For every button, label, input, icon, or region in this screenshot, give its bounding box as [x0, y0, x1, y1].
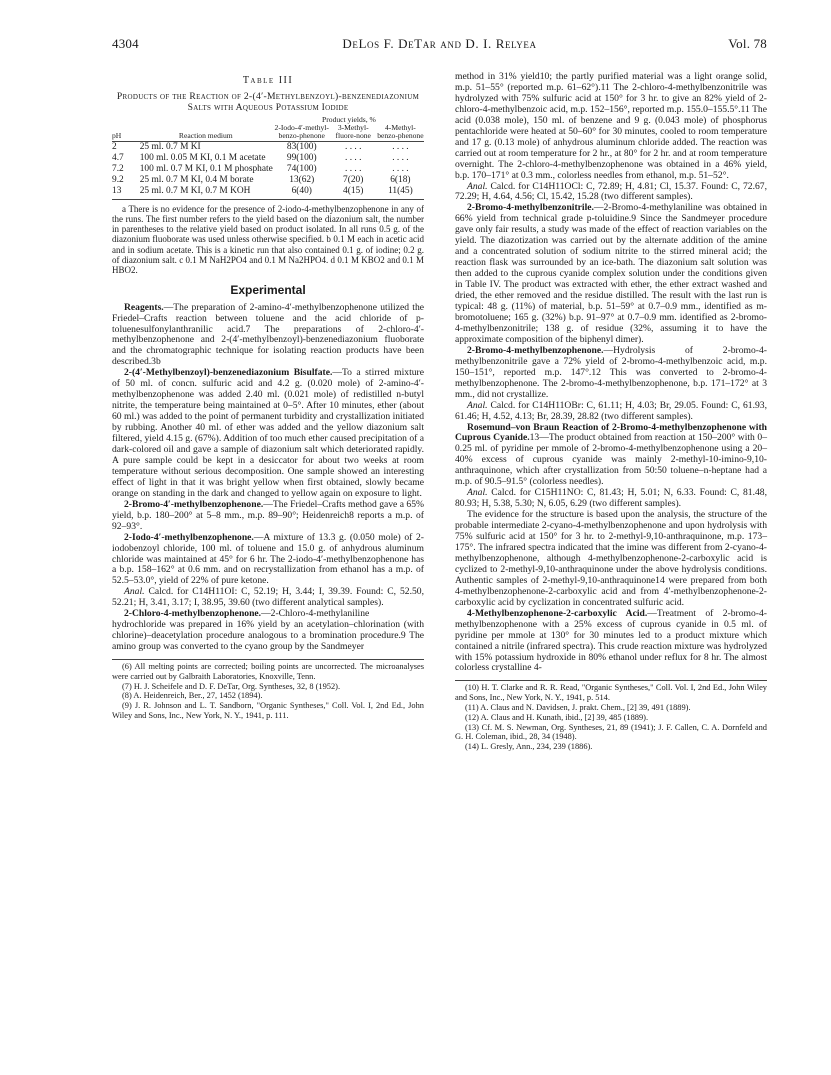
- table-row: [112, 141, 424, 153]
- paragraph-text: —The preparation of 2-amino-4′-methylbenzophenone utilized the Friedel–Crafts reaction between toluene and the acid chloride of p-toluenesulfonylanthranilic acid.7 The preparations of 2-chloro-4′-methylbenzophenone and 2-(4′-methylbenzoyl)-benzenediazonium fluoborate and the chromatographic technique for isolating reaction products have been described.3b: [112, 301, 424, 368]
- paragraph-text: —The Friedel–Crafts method gave a 65% yield, b.p. 180–200° at 5–8 mm., m.p. 89–90°; Heidenreich8 reports a m.p. of 92–93°.: [112, 498, 424, 532]
- medium-cell: 25 ml. 0.7 M KI, 0.4 M borate: [139, 174, 254, 185]
- body-paragraph: [112, 368, 424, 499]
- table-row: [112, 164, 424, 175]
- iodo-yield-cell: 6(40): [274, 186, 330, 200]
- running-authors: DeLos F. DeTar and D. I. Relyea: [342, 36, 537, 51]
- body-paragraph: [455, 346, 767, 401]
- ph-cell: 7.2: [112, 163, 124, 174]
- iodo-yield-cell: 13(62): [289, 174, 315, 185]
- body-paragraph: [455, 182, 767, 204]
- paragraph-heading: Rosemund–von Braun Reaction of 2-Bromo-4-methylbenzophenone with Cuprous Cyanide.: [455, 421, 767, 444]
- paragraph-text: method in 31% yield10; the partly purified material was a light orange solid, m.p. 51–55° (reported m.p. 61–62°).11 The 2-chloro-4-methylbenzonitrile was hydrolyzed with 75% sulfuric acid at 150° for 3 hr. to give an 82% yield of 2-chloro-4-methylbenzoic acid, m.p. 152–156°, reported m.p. 155.0–155.5°.11 The acid (0.038 mole), 150 ml. of benzene and 9 g. (0.043 mole) of phosphorus pentachloride were heated at 50–60° for 30 minutes, cooled to room temperature and 17 g. (0.13 mole) of anhydrous aluminum chloride added. The reaction was carried out at room temperature for 2 hr., at 80° for 2 hr. and at room temperature overnight. The 2-chloro-4-methylbenzophenone was obtained in a 46% yield, b.p. 170–171° at 0.3 mm., colorless needles from ethanol, m.p. 51–52°.: [455, 71, 767, 181]
- paragraph-heading: Reagents.: [124, 301, 164, 313]
- medium-cell: 25 ml. 0.7 M KI: [139, 141, 201, 152]
- fluorenone-header: 3-Methyl-fluore-none: [330, 124, 377, 141]
- paragraph-text: Calcd. for C14H11OBr: C, 61.11; H, 4.03; Br, 29.05. Found: C, 61.93, 61.46; H, 4.52, 4.13; Br, 28.39, 28.82 (two different samples).: [455, 399, 767, 422]
- paragraph-heading: 2-(4′-Methylbenzoyl)-benzenediazonium Bisulfate.: [124, 367, 333, 379]
- body-paragraph: [112, 500, 424, 533]
- body-paragraph: [455, 488, 767, 510]
- fluorenone-yield-cell: 4(15): [330, 186, 377, 200]
- paragraph-text: Calcd. for C15H11NO: C, 81.43; H, 5.01; N, 6.33. Found: C, 81.48, 80.93; H, 5.38, 5.30; N, 6.05, 6.29 (two different samples).: [455, 487, 767, 510]
- paragraph-heading: Anal.: [467, 487, 488, 499]
- table-row: [112, 175, 424, 186]
- page-number: 4304: [112, 36, 139, 51]
- medium-header: Reaction medium: [138, 124, 274, 141]
- paragraph-heading: 4-Methylbenzophenone-2-carboxylic Acid.: [467, 607, 648, 619]
- benzophenone-header: 4-Methyl-benzo-phenone: [377, 123, 424, 141]
- body-paragraph: [455, 203, 767, 345]
- ph-cell: 2: [112, 141, 117, 152]
- benzophenone-yield-cell: 11(45): [377, 186, 424, 200]
- medium-cell: 100 ml. 0.05 M KI, 0.1 M acetate: [139, 152, 266, 163]
- iodo-header: 2-Iodo-4′-methyl-benzo-phenone: [274, 123, 329, 141]
- footnote-reference: (9) J. R. Johnson and L. T. Sandborn, "Organic Syntheses," Coll. Vol. I, 2nd Ed., John Wiley and Sons, Inc., New York, N. Y., 1941, p. 111.: [112, 701, 424, 721]
- product-yields-header: Product yields, %: [322, 114, 376, 124]
- benzophenone-yield-cell: 6(18): [390, 174, 411, 185]
- paragraph-heading: 2-Bromo-4′-methylbenzophenone.: [124, 498, 264, 510]
- paragraph-heading: Anal.: [467, 180, 488, 192]
- table-footnote-text: a There is no evidence for the presence of 2-iodo-4-methylbenzophenone in any of the runs. The first number refers to the yield based on the diazonium salt, the number in parentheses to the relative yield based on product isolated. In all runs 0.5 g. of the diazonium fluoborate was used unless otherwise specified. b 0.1 M each in acetic acid and in sodium acetate. This is a kinetic run that also contained 0.1 g. of iodine; 0.2 g. of diazonium salt. c 0.1 M NaH2PO4 and 0.1 M Na2HPO4. d 0.1 M KBO2 and 0.1 M HBO2.: [112, 203, 424, 276]
- table-row: [112, 153, 424, 164]
- body-paragraph: [455, 401, 767, 423]
- table-title: Table III: [242, 75, 294, 86]
- benzophenone-yield-cell: . . . .: [392, 163, 409, 174]
- footnote-reference: (12) A. Claus and H. Kunath, ibid., [2] 39, 485 (1889).: [465, 712, 649, 722]
- paragraph-text: —2-Bromo-4-methylaniline was obtained in 66% yield from technical grade p-toluidine.9 Since the Sandmeyer procedure gave only fair results, a study was made of the effect of reaction variables on the yield. The diazotization was carried out by the alternate addition of the amine and a concentrated solution of sodium nitrite to the stirred mineral acid; the reaction flask was surrounded by an ice-bath. The diazonium salt solution was then added to the cuprous cyanide complex solution under the conditions given in Table IV. The product was extracted with ether, the ether extract washed and dried, the ether removed and the residue distilled. The result with the last run is typical: 48 g. (11%) of material, b.p. 51–59° at 0.7–0.9 mm., identified as m-bromotoluene; 165 g. (32%) b.p. 91–97° at 0.7–0.9 mm. identified as 2-bromo-4-methylbenzonitrile; 138 g. of residue (32%, assuming it to have the approximate composition of the biphenyl dimer).: [455, 202, 767, 345]
- footnote-reference: (13) Cf. M. S. Newman, Org. Syntheses, 21, 89 (1941); J. F. Callen, C. A. Dornfeld and G. H. Coleman, ibid., 28, 34 (1948).: [455, 722, 767, 742]
- medium-cell: 100 ml. 0.7 M KI, 0.1 M phosphate: [139, 163, 273, 174]
- section-title: Experimental: [230, 282, 306, 297]
- body-paragraph: [455, 609, 767, 675]
- iodo-yield-cell: 74(100): [286, 163, 317, 174]
- paragraph-text: —Treatment of 2-bromo-4-methylbenzophenone with a 25% excess of cuprous cyanide in 0.5 ml. of pyridine per mmole at 130° for 30 minutes led to a product mixture which contained a nitrile (infrared spectra). This crude reaction mixture was hydrolyzed with 15% potassium hydroxide in 80% ethanol under reflux for 8 hr. The almost colorless crystalline 4-: [455, 607, 767, 674]
- right-footnotes: [455, 680, 767, 752]
- paragraph-heading: 2-Chloro-4-methylbenzophenone.: [124, 608, 262, 620]
- left-body-text: [112, 303, 424, 654]
- right-body-text: [455, 72, 767, 674]
- paragraph-text: —2-Chloro-4-methylaniline hydrochloride was prepared in 16% yield by an acetylation–chlorination (with chlorine)–deacetylation procedure analogous to a bromination procedure.9 The amino group was converted to the cyano group by the Sandmeyer: [112, 608, 424, 653]
- benzophenone-yield-cell: . . . .: [392, 141, 409, 152]
- body-paragraph: [112, 303, 424, 369]
- paragraph-heading: 2-Bromo-4-methylbenzophenone.: [467, 344, 604, 356]
- ph-cell: 4.7: [112, 152, 124, 163]
- ph-cell: 9.2: [112, 174, 124, 185]
- paragraph-heading: 2-Iodo-4′-methylbenzophenone.: [124, 531, 254, 543]
- medium-cell: 25 ml. 0.7 M KI, 0.7 M KOH: [138, 186, 274, 200]
- paragraph-heading: 2-Bromo-4-methylbenzonitrile.: [467, 202, 594, 214]
- table-body: [112, 141, 424, 199]
- iodo-yield-cell: 99(100): [286, 152, 317, 163]
- footnote-reference: (14) L. Gresly, Ann., 234, 239 (1886).: [465, 742, 593, 752]
- body-paragraph: [455, 72, 767, 182]
- body-paragraph: [112, 533, 424, 588]
- body-paragraph: [112, 587, 424, 609]
- paragraph-heading: Anal.: [467, 399, 488, 411]
- products-table: [112, 116, 424, 200]
- paragraph-text: —To a stirred mixture of 50 ml. of concn. sulfuric acid and 4.2 g. (0.020 mole) of 2-amino-4′-methylbenzophenone was added 2.40 ml. (0.021 mole) of redistilled n-butyl nitrite, the temperature being maintained at 0–5°. After 10 minutes, ether (about 60 ml.) was added to the point of permanent turbidity and crystallization initiated by rubbing. Another 40 ml. of ether was added and the yellow diazonium salt filtered, yield 4.15 g. (67%). Addition of too much ether caused precipitation of a dark-colored oil and gave a sample of diazonium salt which deteriorated rapidly. A pure sample could be kept in a desiccator for about two weeks at room temperature without serious decomposition. One sample showed an interesting effect of light in that it was bright yellow when first obtained, slowly became orange on standing in the dark and changed to yellow again on exposure to light.: [112, 367, 425, 499]
- ph-cell: 13: [112, 186, 138, 200]
- paragraph-text: 13—The product obtained from reaction at 150–200° with 0–0.25 ml. of pyridine per mmole of 2-bromo-4-methylbenzophenone using a 20–40% excess of cuprous cyanide was mainly 2-methyl-10-imino-9,10-anthraquinone, which after crystallization from 50:50 toluene–n-heptane had a m.p. of 90.5–91.5° (colorless needles).: [455, 432, 767, 488]
- benzophenone-yield-cell: . . . .: [392, 152, 409, 163]
- fluorenone-yield-cell: . . . .: [345, 163, 362, 174]
- footnote-reference: (7) H. J. Scheifele and D. F. DeTar, Org. Syntheses, 32, 8 (1952).: [122, 681, 341, 691]
- volume-number: Vol. 78: [728, 36, 767, 51]
- paragraph-heading: Anal.: [124, 586, 145, 598]
- body-paragraph: [112, 609, 424, 653]
- fluorenone-yield-cell: 7(20): [343, 174, 364, 185]
- table-footnote: [112, 204, 424, 276]
- paragraph-text: Calcd. for C14H11OI: C, 52.19; H, 3.44; I, 39.39. Found: C, 52.50, 52.21; H, 3.41, 3.17; I, 38.95, 39.60 (two different analytical samples).: [112, 586, 424, 609]
- paragraph-text: —A mixture of 13.3 g. (0.050 mole) of 2-iodobenzoyl chloride, 100 ml. of toluene and 15.0 g. of anhydrous aluminum chloride was maintained at 45° for 6 hr. The 2-iodo-4′-methylbenzophenone has a b.p. 158–162° at 0.6 mm. and on recrystallization from ethanol has a m.p. of 52.5–53.0°, yield of 22% of pure ketone.: [112, 531, 424, 587]
- footnote-reference: (11) A. Claus and N. Davidsen, J. prakt. Chem., [2] 39, 491 (1889).: [465, 703, 691, 713]
- fluorenone-yield-cell: . . . .: [345, 152, 362, 163]
- table-row: [112, 186, 424, 200]
- paragraph-text: Calcd. for C14H11OCl: C, 72.89; H, 4.81; Cl, 15.37. Found: C, 72.67, 72.29; H, 4.64, 4.56; Cl, 15.42, 15.28 (two different samples).: [455, 180, 767, 203]
- footnote-reference: (6) All melting points are corrected; boiling points are uncorrected. The microanalyses were carried out by Galbraith Laboratories, Knoxville, Tenn.: [112, 662, 424, 681]
- body-paragraph: [455, 423, 767, 489]
- ph-header: pH: [112, 124, 138, 141]
- footnote-reference: (10) H. T. Clarke and R. R. Read, "Organic Syntheses," Coll. Vol. I, 2nd Ed., John Wiley and Sons, Inc., New York, N. Y., 1941, p. 514.: [455, 683, 767, 703]
- right-column: [455, 72, 767, 752]
- footnote-reference: (8) A. Heidenreich, Ber., 27, 1452 (1894).: [122, 691, 263, 701]
- paragraph-text: —Hydrolysis of 2-bromo-4-methylbenzonitrile gave a 72% yield of 2-bromo-4-methylbenzoic acid, m.p. 150–151°, reported m.p. 147°.12 This was converted to 2-bromo-4-methylbenzophenone. The 2-bromo-4-methylbenzophenone, b.p. 171–172° at 3 mm., did not crystallize.: [455, 344, 767, 400]
- paragraph-text: The evidence for the structure is based upon the analysis, the structure of the probable intermediate 2-cyano-4-methylbenzophenone and upon hydrolysis with 75% sulfuric acid at 150° for 3 hr. to 2-methyl-9,10-anthraquinone, m.p. 173–175°. The infrared spectra indicated that the imine was different from 2-cyano-4-methylbenzophenone, although 4-methylbenzophenone-2-carboxylic acid is cyclized to 2-methyl-9,10-anthraquinone under the above hydrolysis conditions. Authentic samples of 2-methyl-9,10-anthraquinone14 were prepared from both 4-methylbenzophenone-2-carboxylic acid and from 4′-methylbenzophenone-2-carboxylic acid by cyclization in concentrated sulfuric acid.: [455, 509, 767, 608]
- left-footnotes: [112, 659, 424, 721]
- table-caption: Products of the Reaction of 2-(4′-Methylbenzoyl)-benzenediazonium Salts with Aqueous Potassium Iodide: [116, 90, 420, 113]
- fluorenone-yield-cell: . . . .: [345, 141, 362, 152]
- body-paragraph: [455, 510, 767, 609]
- running-header: [112, 36, 767, 52]
- iodo-yield-cell: 83(100): [286, 141, 317, 152]
- left-column: [112, 72, 424, 721]
